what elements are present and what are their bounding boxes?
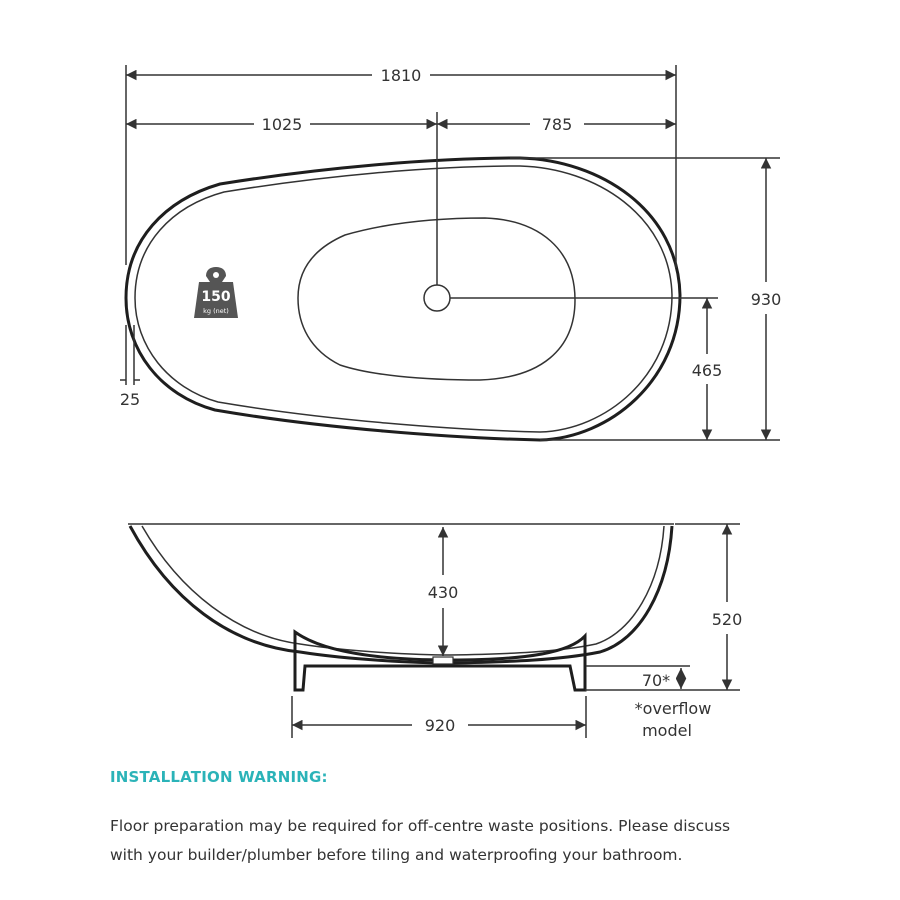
dimension-overflow-height — [642, 668, 681, 690]
dimension-waste-to-right — [437, 115, 676, 134]
dimension-waste-to-edge-label: 465 — [691, 361, 723, 380]
tub-side-outer-shell — [130, 526, 672, 663]
installation-warning-line1: Floor preparation may be required for off-centre waste positions. Please discuss — [110, 817, 731, 835]
dimension-waste-to-edge — [692, 298, 723, 440]
dimension-overall-length — [126, 66, 676, 85]
top-view — [120, 65, 781, 440]
waste-outlet — [424, 285, 450, 311]
dimension-left-to-waste-label: 1025 — [261, 115, 303, 134]
side-view — [128, 524, 742, 740]
dimension-overall-length-label: 1810 — [380, 66, 422, 85]
overflow-note-line2: model — [642, 721, 692, 740]
weight-unit: kg (net) — [203, 307, 229, 315]
installation-warning-text — [110, 812, 810, 870]
installation-warning-line2: with your builder/plumber before tiling and waterproofing your bathroom. — [110, 846, 683, 864]
dimension-overall-height-label: 520 — [711, 610, 743, 629]
dimension-overall-width-label: 930 — [750, 290, 782, 309]
weight-icon — [194, 267, 238, 318]
dimension-rim-width — [120, 380, 140, 409]
dimension-base-width — [292, 696, 586, 738]
dimension-overall-width — [751, 158, 782, 440]
dimension-base-width-label: 920 — [424, 716, 456, 735]
waste-spigot — [433, 657, 453, 664]
dimension-left-to-waste — [126, 115, 437, 134]
dimension-inner-depth — [428, 527, 459, 656]
dimension-inner-depth-label: 430 — [427, 583, 459, 602]
dimension-overflow-height-label: 70* — [641, 671, 671, 690]
overflow-note-line1: *overflow — [634, 699, 712, 718]
dimension-waste-to-right-label: 785 — [541, 115, 573, 134]
installation-warning-title: INSTALLATION WARNING: — [110, 768, 328, 786]
dimension-rim-width-label: 25 — [119, 390, 141, 409]
dimension-overall-height — [712, 524, 743, 690]
weight-value: 150 — [201, 289, 231, 305]
